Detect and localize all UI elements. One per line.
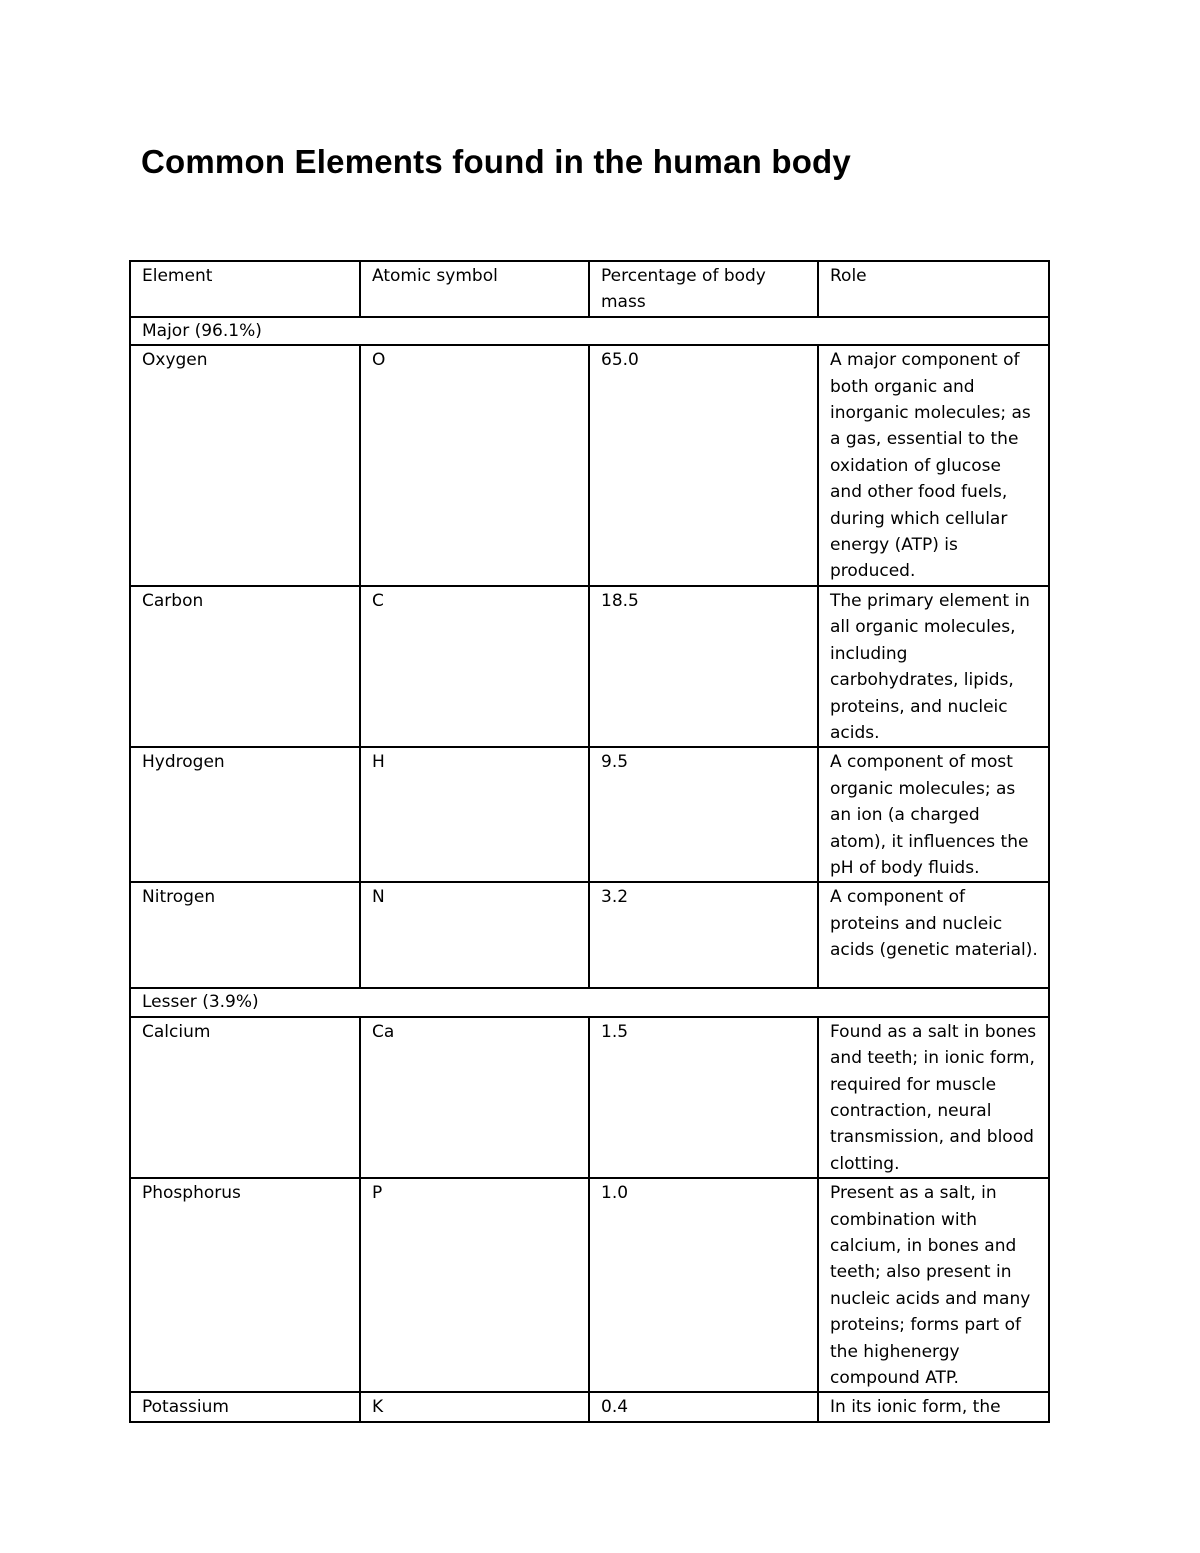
- cell-symbol: O: [360, 345, 589, 586]
- cell-element: Hydrogen: [130, 747, 360, 882]
- cell-symbol: N: [360, 882, 589, 988]
- group-label: Lesser (3.9%): [130, 988, 1049, 1016]
- cell-role: Present as a salt, in combination with calcium, in bones and teeth; also present in nucleic acids and many proteins; forms part of the highenergy compound ATP.: [818, 1178, 1049, 1392]
- header-percentage: Percentage of body mass: [589, 261, 818, 317]
- cell-percent: 65.0: [589, 345, 818, 586]
- cell-percent: 1.0: [589, 1178, 818, 1392]
- cell-percent: 0.4: [589, 1392, 818, 1421]
- cell-role: In its ionic form, the: [818, 1392, 1049, 1421]
- header-element: Element: [130, 261, 360, 317]
- cell-percent: 1.5: [589, 1017, 818, 1178]
- cell-role: A major component of both organic and inorganic molecules; as a gas, essential to the oxidation of glucose and other food fuels, during which cellular energy (ATP) is produced.: [818, 345, 1049, 586]
- cell-role: A component of most organic molecules; as an ion (a charged atom), it influences the pH of body fluids.: [818, 747, 1049, 882]
- table-row: [130, 747, 1049, 882]
- table-row: [130, 1392, 1049, 1421]
- page-title: Common Elements found in the human body: [141, 143, 851, 180]
- cell-percent: 3.2: [589, 882, 818, 988]
- table-row: [130, 586, 1049, 747]
- cell-symbol: Ca: [360, 1017, 589, 1178]
- cell-element: Phosphorus: [130, 1178, 360, 1392]
- cell-element: Carbon: [130, 586, 360, 747]
- cell-percent: 18.5: [589, 586, 818, 747]
- cell-symbol: H: [360, 747, 589, 882]
- cell-element: Potassium: [130, 1392, 360, 1421]
- group-label: Major (96.1%): [130, 317, 1049, 345]
- cell-symbol: K: [360, 1392, 589, 1421]
- table-row: [130, 1017, 1049, 1178]
- cell-element: Nitrogen: [130, 882, 360, 988]
- cell-element: Calcium: [130, 1017, 360, 1178]
- elements-table: [129, 260, 1050, 1423]
- table-header-row: [130, 261, 1049, 317]
- cell-element: Oxygen: [130, 345, 360, 586]
- table-row: [130, 1178, 1049, 1392]
- header-role: Role: [818, 261, 1049, 317]
- cell-symbol: P: [360, 1178, 589, 1392]
- group-row-major: [130, 317, 1049, 345]
- header-atomic-symbol: Atomic symbol: [360, 261, 589, 317]
- table-row: [130, 345, 1049, 586]
- cell-role: The primary element in all organic molecules, including carbohydrates, lipids, proteins, and nucleic acids.: [818, 586, 1049, 747]
- group-row-lesser: [130, 988, 1049, 1016]
- cell-role: Found as a salt in bones and teeth; in ionic form, required for muscle contraction, neural transmission, and blood clotting.: [818, 1017, 1049, 1178]
- cell-percent: 9.5: [589, 747, 818, 882]
- table-row: [130, 882, 1049, 988]
- cell-symbol: C: [360, 586, 589, 747]
- cell-role: A component of proteins and nucleic acids (genetic material).: [818, 882, 1049, 988]
